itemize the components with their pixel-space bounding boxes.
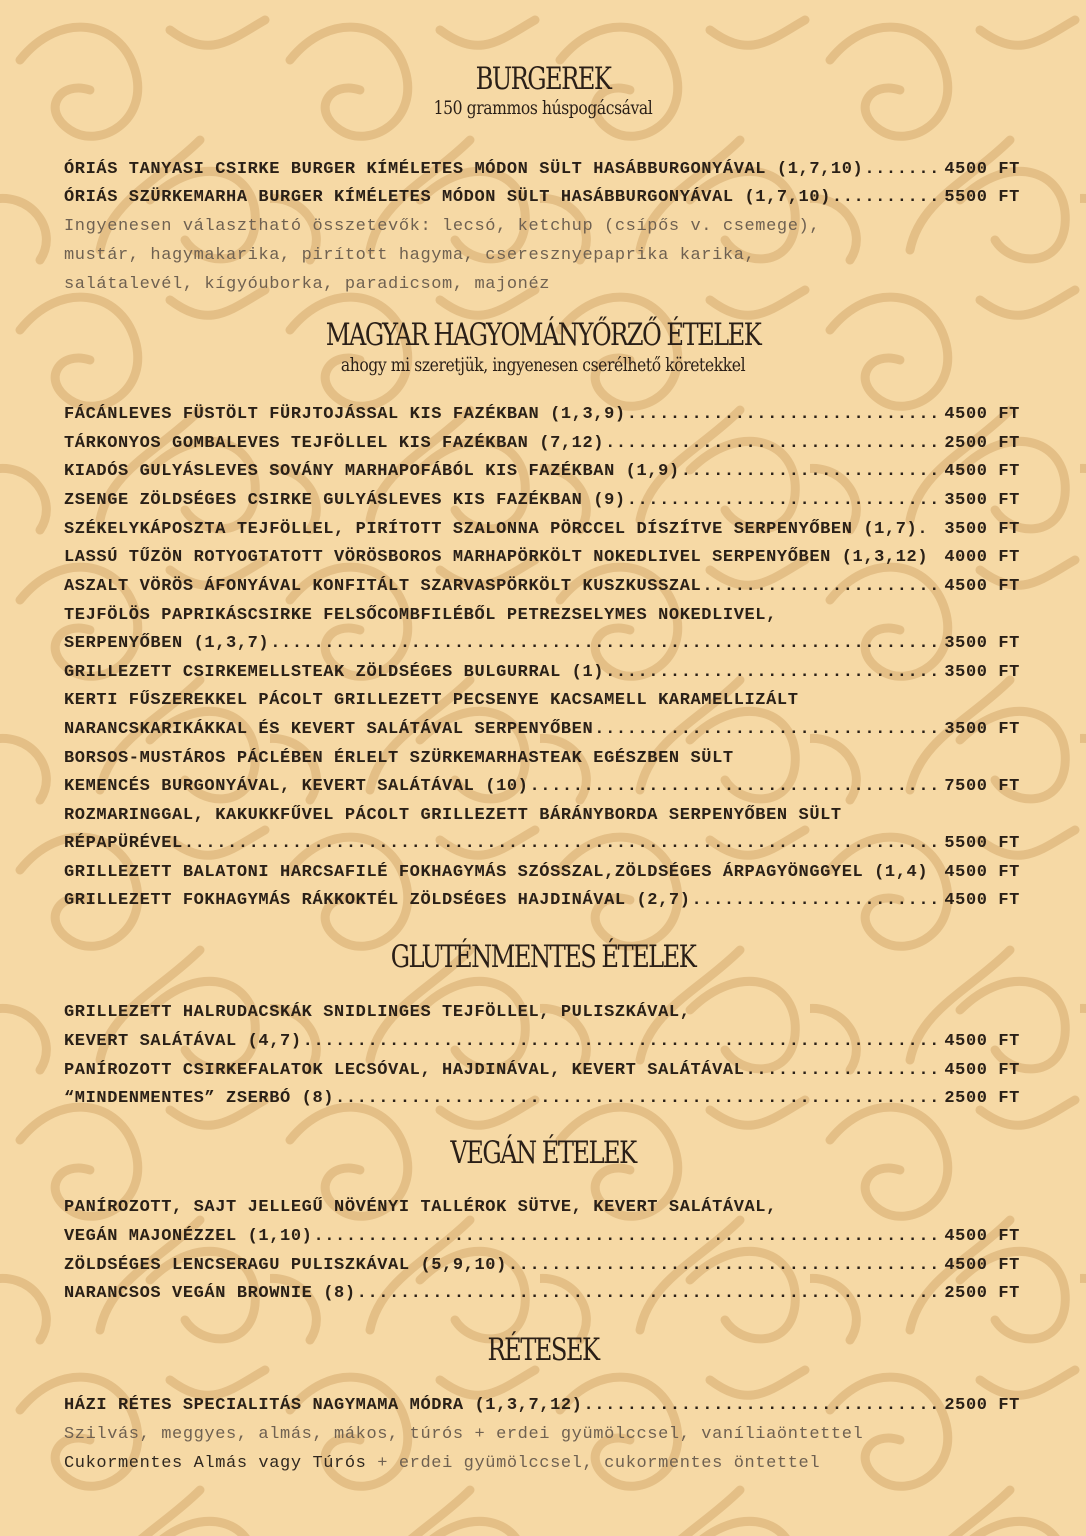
dot-leader [270, 632, 943, 656]
dot-leader [627, 489, 944, 513]
menu-item-name: ZSENGE ZÖLDSÉGES CSIRKE GULYÁSLEVES KIS FAZÉKBAN (9) [64, 491, 626, 510]
menu-item-first-line [64, 1001, 1020, 1025]
menu-item-name-line1: TEJFÖLÖS PAPRIKÁSCSIRKE FELSŐCOMBFILÉBŐL PETREZSELYMES NOKEDLIVEL, [64, 606, 777, 625]
menu-item-name-line1: BORSOS-MUSTÁROS PÁCLÉBEN ÉRLELT SZÜRKEMARHASTEAK EGÉSZBEN SÜLT [64, 749, 734, 768]
menu-item [64, 460, 1020, 484]
dot-leader [605, 432, 943, 456]
menu-item-name: TÁRKONYOS GOMBALEVES TEJFÖLLEL KIS FAZÉKBAN (7,12) [64, 434, 605, 453]
menu-item-first-line [64, 1196, 1020, 1220]
menu-item-name-line1: KERTI FŰSZEREKKEL PÁCOLT GRILLEZETT PECSENYE KACSAMELL KARAMELLIZÁLT [64, 691, 799, 710]
menu-item [64, 489, 1020, 513]
menu-item [64, 158, 1020, 182]
menu-item-price: 3500 FT [944, 720, 1020, 739]
menu-item [64, 889, 1020, 913]
menu-item [64, 186, 1020, 210]
menu-item [64, 861, 1020, 885]
menu-item [64, 1030, 1020, 1054]
menu-item-price: 3500 FT [944, 520, 1020, 539]
menu-item [64, 775, 1020, 799]
menu-note: Ingyenesen választható összetevők: lecsó, ketchup (csípős v. csemege), [64, 217, 821, 236]
dot-leader [357, 1282, 944, 1306]
menu-item-first-line [64, 604, 1020, 628]
dot-leader [508, 1254, 944, 1278]
section-title-glutenmentes: GLUTÉNMENTES ÉTELEK [390, 939, 696, 975]
dot-leader [746, 1059, 944, 1083]
menu-item-name: NARANCSKARIKÁKKAL ÉS KEVERT SALÁTÁVAL SERPENYŐBEN [64, 720, 594, 739]
section-title-magyar: MAGYAR HAGYOMÁNYŐRZŐ ÉTELEK [325, 317, 761, 353]
menu-item [64, 575, 1020, 599]
menu-note: mustár, hagymakarika, pirított hagyma, cseresznyepaprika karika, [64, 246, 756, 265]
menu-item-name: LASSÚ TŰZÖN ROTYOGTATOTT VÖRÖSBOROS MARHAPÖRKÖLT NOKEDLIVEL SERPENYŐBEN (1,3,12) [64, 548, 929, 567]
menu-item-name: “MINDENMENTES” ZSERBÓ (8) [64, 1089, 335, 1108]
menu-item-price: 2500 FT [944, 1396, 1020, 1415]
menu-note-highlight: Cukormentes Almás vagy Túrós [64, 1454, 367, 1473]
menu-item-first-line [64, 804, 1020, 828]
menu-item-name: ÓRIÁS TANYASI CSIRKE BURGER KÍMÉLETES MÓDON SÜLT HASÁBBURGONYÁVAL (1,7,10) [64, 160, 864, 179]
menu-item-name: GRILLEZETT FOKHAGYMÁS RÁKKOKTÉL ZÖLDSÉGES HAJDINÁVAL (2,7) [64, 891, 691, 910]
menu-item-name: ÓRIÁS SZÜRKEMARHA BURGER KÍMÉLETES MÓDON SÜLT HASÁBBURGONYÁVAL (1,7,10) [64, 188, 831, 207]
dot-leader [702, 575, 943, 599]
menu-item-name-line1: GRILLEZETT HALRUDACSKÁK SNIDLINGES TEJFÖLLEL, PULISZKÁVAL, [64, 1003, 691, 1022]
menu-item [64, 1059, 1020, 1083]
menu-note-rest: + erdei gyümölccsel, cukormentes öntettel [366, 1454, 821, 1473]
dot-leader [681, 460, 944, 484]
menu-item-name: KIADÓS GULYÁSLEVES SOVÁNY MARHAPOFÁBÓL KIS FAZÉKBAN (1,9) [64, 462, 680, 481]
dot-leader [313, 1225, 943, 1249]
section-title-retesek: RÉTESEK [487, 1332, 599, 1368]
menu-item-price: 3500 FT [944, 491, 1020, 510]
menu-item-price: 3500 FT [944, 663, 1020, 682]
menu-note [64, 1452, 1020, 1476]
section-title-vegan: VEGÁN ÉTELEK [450, 1135, 636, 1171]
menu-item-name: KEMENCÉS BURGONYÁVAL, KEVERT SALÁTÁVAL (10) [64, 777, 529, 796]
menu-item-first-line [64, 747, 1020, 771]
menu-item [64, 403, 1020, 427]
menu-item [64, 632, 1020, 656]
menu-item [64, 1394, 1020, 1418]
menu-item-price: 4500 FT [944, 1256, 1020, 1275]
menu-item-name: RÉPAPÜRÉVEL [64, 834, 183, 853]
section-subtitle-burgerek: 150 grammos húspogácsával [433, 97, 653, 119]
menu-item-price: 4000 FT [944, 548, 1020, 567]
menu-item-name: GRILLEZETT BALATONI HARCSAFILÉ FOKHAGYMÁS SZÓSSZAL,ZÖLDSÉGES ÁRPAGYÖNGGYEL (1,4) [64, 863, 929, 882]
menu-note: salátalevél, kígyóuborka, paradicsom, majonéz [64, 275, 551, 294]
menu-item-price: 2500 FT [944, 434, 1020, 453]
menu-item-first-line [64, 689, 1020, 713]
menu-item-name: SZÉKELYKÁPOSZTA TEJFÖLLEL, PIRÍTOTT SZALONNA PÖRCCEL DÍSZÍTVE SERPENYŐBEN (1,7). [64, 520, 929, 539]
menu-item-price: 4500 FT [944, 160, 1020, 179]
menu-note: Szilvás, meggyes, almás, mákos, túrós + erdei gyümölccsel, vaníliaöntettel [64, 1425, 864, 1444]
dot-leader [184, 832, 944, 856]
menu-item-price: 4500 FT [944, 577, 1020, 596]
menu-item-price: 2500 FT [944, 1089, 1020, 1108]
menu-item-price: 2500 FT [944, 1284, 1020, 1303]
menu-item-name: ASZALT VÖRÖS ÁFONYÁVAL KONFITÁLT SZARVASPÖRKÖLT KUSZKUSSZAL [64, 577, 702, 596]
menu-item-price: 4500 FT [944, 891, 1020, 910]
menu-item-name: HÁZI RÉTES SPECIALITÁS NAGYMAMA MÓDRA (1,3,7,12) [64, 1396, 583, 1415]
dot-leader [594, 718, 943, 742]
menu-item-price: 5500 FT [944, 834, 1020, 853]
menu-item [64, 518, 1020, 542]
dot-leader [692, 889, 944, 913]
menu-item [64, 1282, 1020, 1306]
menu-item-name: KEVERT SALÁTÁVAL (4,7) [64, 1032, 302, 1051]
menu-item-name: FÁCÁNLEVES FÜSTÖLT FÜRJTOJÁSSAL KIS FAZÉKBAN (1,3,9) [64, 405, 626, 424]
menu-item-price: 4500 FT [944, 1227, 1020, 1246]
dot-leader [627, 403, 944, 427]
dot-leader [832, 186, 943, 210]
menu-item [64, 546, 1020, 570]
menu-item-name: NARANCSOS VEGÁN BROWNIE (8) [64, 1284, 356, 1303]
menu-item-price: 5500 FT [944, 188, 1020, 207]
menu-item [64, 661, 1020, 685]
menu-item-price: 3500 FT [944, 634, 1020, 653]
menu-item-name: ZÖLDSÉGES LENCSERAGU PULISZKÁVAL (5,9,10) [64, 1256, 507, 1275]
dot-leader [335, 1087, 943, 1111]
section-subtitle-magyar: ahogy mi szeretjük, ingyenesen cserélhető köretekkel [340, 354, 746, 376]
menu-item-name-line1: PANÍROZOTT, SAJT JELLEGŰ NÖVÉNYI TALLÉROK SÜTVE, KEVERT SALÁTÁVAL, [64, 1198, 777, 1217]
menu-item [64, 1225, 1020, 1249]
menu-item [64, 832, 1020, 856]
menu-item-price: 4500 FT [944, 1032, 1020, 1051]
dot-leader [583, 1394, 943, 1418]
menu-item-price: 4500 FT [944, 462, 1020, 481]
menu-item-name: PANÍROZOTT CSIRKEFALATOK LECSÓVAL, HAJDINÁVAL, KEVERT SALÁTÁVAL [64, 1061, 745, 1080]
menu-item [64, 432, 1020, 456]
menu-item-price: 4500 FT [944, 405, 1020, 424]
dot-leader [529, 775, 943, 799]
menu-item-name: GRILLEZETT CSIRKEMELLSTEAK ZÖLDSÉGES BULGURRAL (1) [64, 663, 605, 682]
menu-item-name: VEGÁN MAJONÉZZEL (1,10) [64, 1227, 313, 1246]
menu-item-price: 7500 FT [944, 777, 1020, 796]
dot-leader [303, 1030, 944, 1054]
menu-item [64, 1254, 1020, 1278]
section-title-burgerek: BURGEREK [475, 61, 611, 97]
menu-item-price: 4500 FT [944, 1061, 1020, 1080]
menu-item [64, 718, 1020, 742]
menu-item-price: 4500 FT [944, 863, 1020, 882]
menu-item-name-line1: ROZMARINGGAL, KAKUKKFŰVEL PÁCOLT GRILLEZETT BÁRÁNYBORDA SERPENYŐBEN SÜLT [64, 806, 842, 825]
menu-item-name: SERPENYŐBEN (1,3,7) [64, 634, 270, 653]
dot-leader [605, 661, 943, 685]
dot-leader [864, 158, 943, 182]
menu-item [64, 1087, 1020, 1111]
